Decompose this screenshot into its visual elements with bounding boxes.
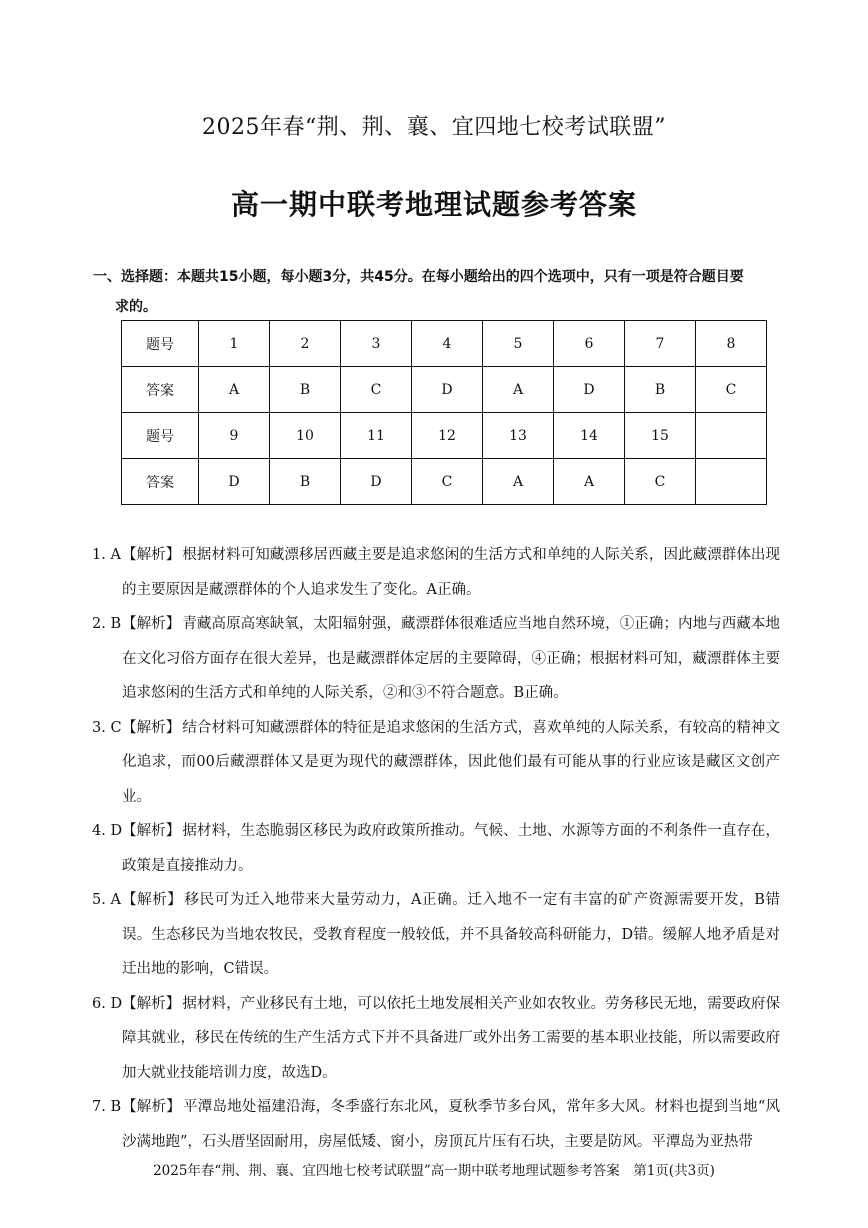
analysis-tag: 【解析】 (122, 892, 183, 908)
table-cell: 4 (412, 321, 483, 367)
page-footer: 2025年春“荆、荆、襄、宜四地七校考试联盟”高一期中联考地理试题参考答案 第1页(共3页) (153, 1163, 715, 1179)
answer-item (92, 987, 780, 1091)
table-cell: C (625, 459, 696, 505)
answer-item-number: 5. A (92, 892, 121, 908)
table-cell: B (625, 367, 696, 413)
table-row (122, 367, 767, 413)
answer-item-text: 青藏高原高寒缺氧，太阳辐射强，藏漂群体很难适应当地自然环境，①正确；内地与西藏本地在文化习俗方面存在很大差异，也是藏漂群体定居的主要障碍，④正确；根据材料可知，藏漂群体主要追求悠闲的生活方式和单纯的人际关系，②和③不符合题意。B正确。 (122, 616, 781, 701)
table-row (122, 321, 767, 367)
table-cell: D (199, 459, 270, 505)
table-row-header: 题号 (122, 321, 199, 367)
answer-item-text: 结合材料可知藏漂群体的特征是追求悠闲的生活方式，喜欢单纯的人际关系，有较高的精神文化追求，而00后藏漂群体又是更为现代的藏漂群体，因此他们最有可能从事的行业应该是藏区文创产业。 (122, 719, 781, 805)
table-cell: 15 (625, 413, 696, 459)
section-heading-line2: 求的。 (115, 299, 157, 315)
table-cell (696, 413, 767, 459)
table-cell: 14 (554, 413, 625, 459)
page-title: 高一期中联考地理试题参考答案 (230, 188, 637, 221)
answer-item-text: 据材料，生态脆弱区移民为政府政策所推动。气候、土地、水源等方面的不利条件一直存在，政策是直接推动力。 (122, 823, 781, 874)
section-heading-line1: 一、选择题：本题共15小题，每小题3分，共45分。在每小题给出的四个选项中，只有一项是符合题目要 (93, 269, 744, 285)
answer-item (92, 814, 780, 883)
section-heading (93, 262, 793, 322)
table-cell: 3 (341, 321, 412, 367)
table-cell: 8 (696, 321, 767, 367)
analysis-tag: 【解析】 (122, 995, 181, 1012)
answer-item (92, 883, 780, 987)
table-cell: B (270, 367, 341, 413)
table-cell: 2 (270, 321, 341, 367)
table-cell: A (483, 459, 554, 505)
table-cell: B (270, 459, 341, 505)
table-row-header: 题号 (122, 413, 199, 459)
answer-item (92, 607, 780, 711)
analysis-tag: 【解析】 (122, 1099, 181, 1115)
table-cell: 6 (554, 321, 625, 367)
answer-item-text: 据材料，产业移民有土地，可以依托土地发展相关产业如农牧业。劳务移民无地，需要政府保障其就业，移民在传统的生产生活方式下并不具备进厂或外出务工需要的基本职业技能，所以需要政府加大就业技能培训力度，故选D。 (122, 995, 781, 1081)
table-cell: D (412, 367, 483, 413)
table-cell: 9 (199, 413, 270, 459)
answer-item-number: 7. B (92, 1099, 122, 1115)
analysis-tag: 【解析】 (122, 616, 181, 632)
answer-table (121, 320, 767, 505)
answer-item-text: 平潭岛地处福建沿海，冬季盛行东北风，夏秋季节多台风，常年多大风。材料也提到当地“风沙满地跑”，石头厝坚固耐用，房屋低矮、窗小，房顶瓦片压有石块，主要是防风。平潭岛为亚热带 (122, 1099, 780, 1150)
table-cell: 10 (270, 413, 341, 459)
answer-item-number: 6. D (92, 995, 123, 1012)
analysis-tag: 【解析】 (122, 823, 181, 839)
table-cell (696, 459, 767, 505)
answer-item-text: 根据材料可知藏漂移居西藏主要是追求悠闲的生活方式和单纯的人际关系，因此藏漂群体出现的主要原因是藏漂群体的个人追求发生了变化。A正确。 (122, 547, 781, 598)
table-cell: A (483, 367, 554, 413)
exam-alliance-title: 2025年春“荆、荆、襄、宜四地七校考试联盟” (202, 115, 666, 140)
answer-item (92, 1090, 780, 1159)
answer-explanations (92, 538, 780, 1159)
analysis-tag: 【解析】 (122, 719, 181, 736)
table-cell: A (199, 367, 270, 413)
table-cell: 12 (412, 413, 483, 459)
answer-item (92, 538, 780, 607)
answer-item-text: 移民可为迁入地带来大量劳动力，A正确。迁入地不一定有丰富的矿产资源需要开发，B错误。生态移民为当地农牧民，受教育程度一般较低，并不具备较高科研能力，D错。缓解人地矛盾是对迁出地的影响，C错误。 (122, 892, 781, 977)
answer-item-number: 4. D (92, 823, 123, 839)
table-cell: 11 (341, 413, 412, 459)
table-cell: C (696, 367, 767, 413)
table-cell: D (341, 459, 412, 505)
table-cell: 1 (199, 321, 270, 367)
table-cell: 5 (483, 321, 554, 367)
answer-item-number: 2. B (92, 616, 122, 632)
table-cell: C (412, 459, 483, 505)
analysis-tag: 【解析】 (122, 547, 181, 563)
table-cell: D (554, 367, 625, 413)
table-row-header: 答案 (122, 459, 199, 505)
answer-item-number: 1. A (92, 547, 121, 563)
answer-item-number: 3. C (92, 719, 122, 736)
table-cell: 13 (483, 413, 554, 459)
table-cell: C (341, 367, 412, 413)
table-row-header: 答案 (122, 367, 199, 413)
table-row (122, 459, 767, 505)
table-cell: A (554, 459, 625, 505)
table-cell: 7 (625, 321, 696, 367)
table-row (122, 413, 767, 459)
answer-item (92, 711, 780, 815)
